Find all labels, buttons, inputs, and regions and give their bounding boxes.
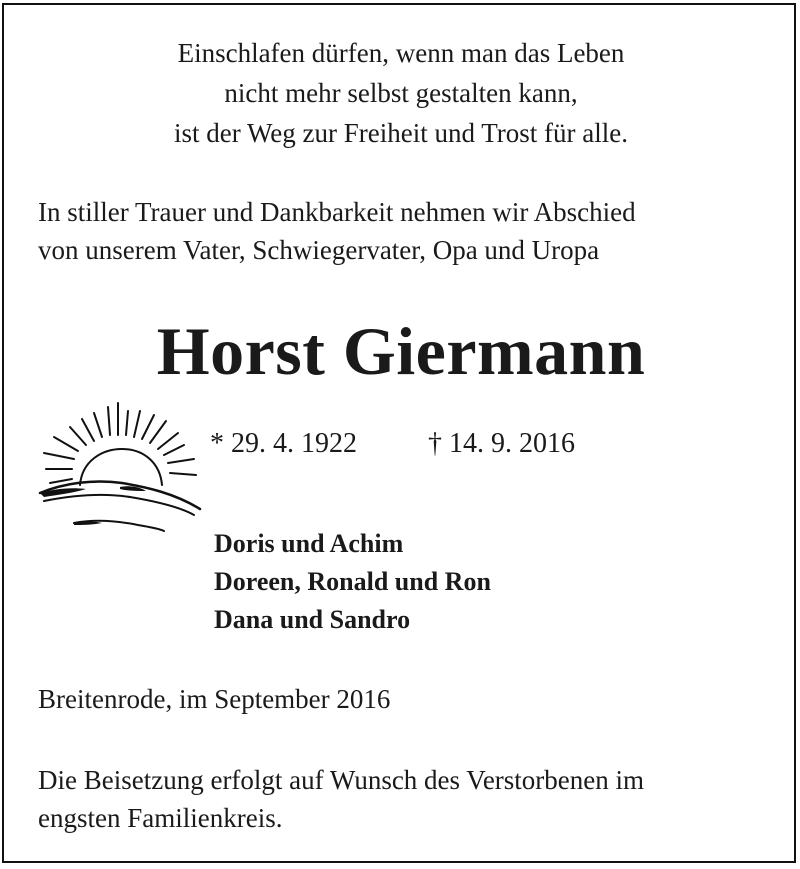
death-date: † 14. 9. 2016: [428, 428, 575, 459]
mourner-entry: Doreen, Ronald und Ron: [214, 567, 491, 596]
burial-line: Die Beisetzung erfolgt auf Wunsch des Verstorbenen im: [38, 765, 645, 795]
mourner-entry: Doris und Achim: [214, 529, 404, 558]
intro-line: von unserem Vater, Schwiegervater, Opa und Uropa: [38, 235, 600, 265]
poem-line: Einschlafen dürfen, wenn man das Leben: [177, 38, 625, 68]
burial-line: engsten Familienkreis.: [38, 803, 283, 833]
burial-notice: [38, 761, 778, 837]
poem-line: ist der Weg zur Freiheit und Trost für alle.: [173, 118, 629, 148]
intro-text: [38, 193, 778, 269]
poem-line: nicht mehr selbst gestalten kann,: [224, 78, 578, 108]
mourners-list: [214, 525, 491, 639]
birth-date: * 29. 4. 1922: [210, 428, 357, 459]
obituary-frame: [2, 3, 796, 863]
place-date: Breitenrode, im September 2016: [38, 684, 391, 714]
mourner-entry: Dana und Sandro: [214, 605, 411, 634]
deceased-name: Horst Giermann: [156, 313, 646, 389]
intro-line: In stiller Trauer und Dankbarkeit nehmen wir Abschied: [38, 197, 636, 227]
sunset-over-hills-icon: [34, 397, 204, 537]
poem: [4, 33, 798, 153]
